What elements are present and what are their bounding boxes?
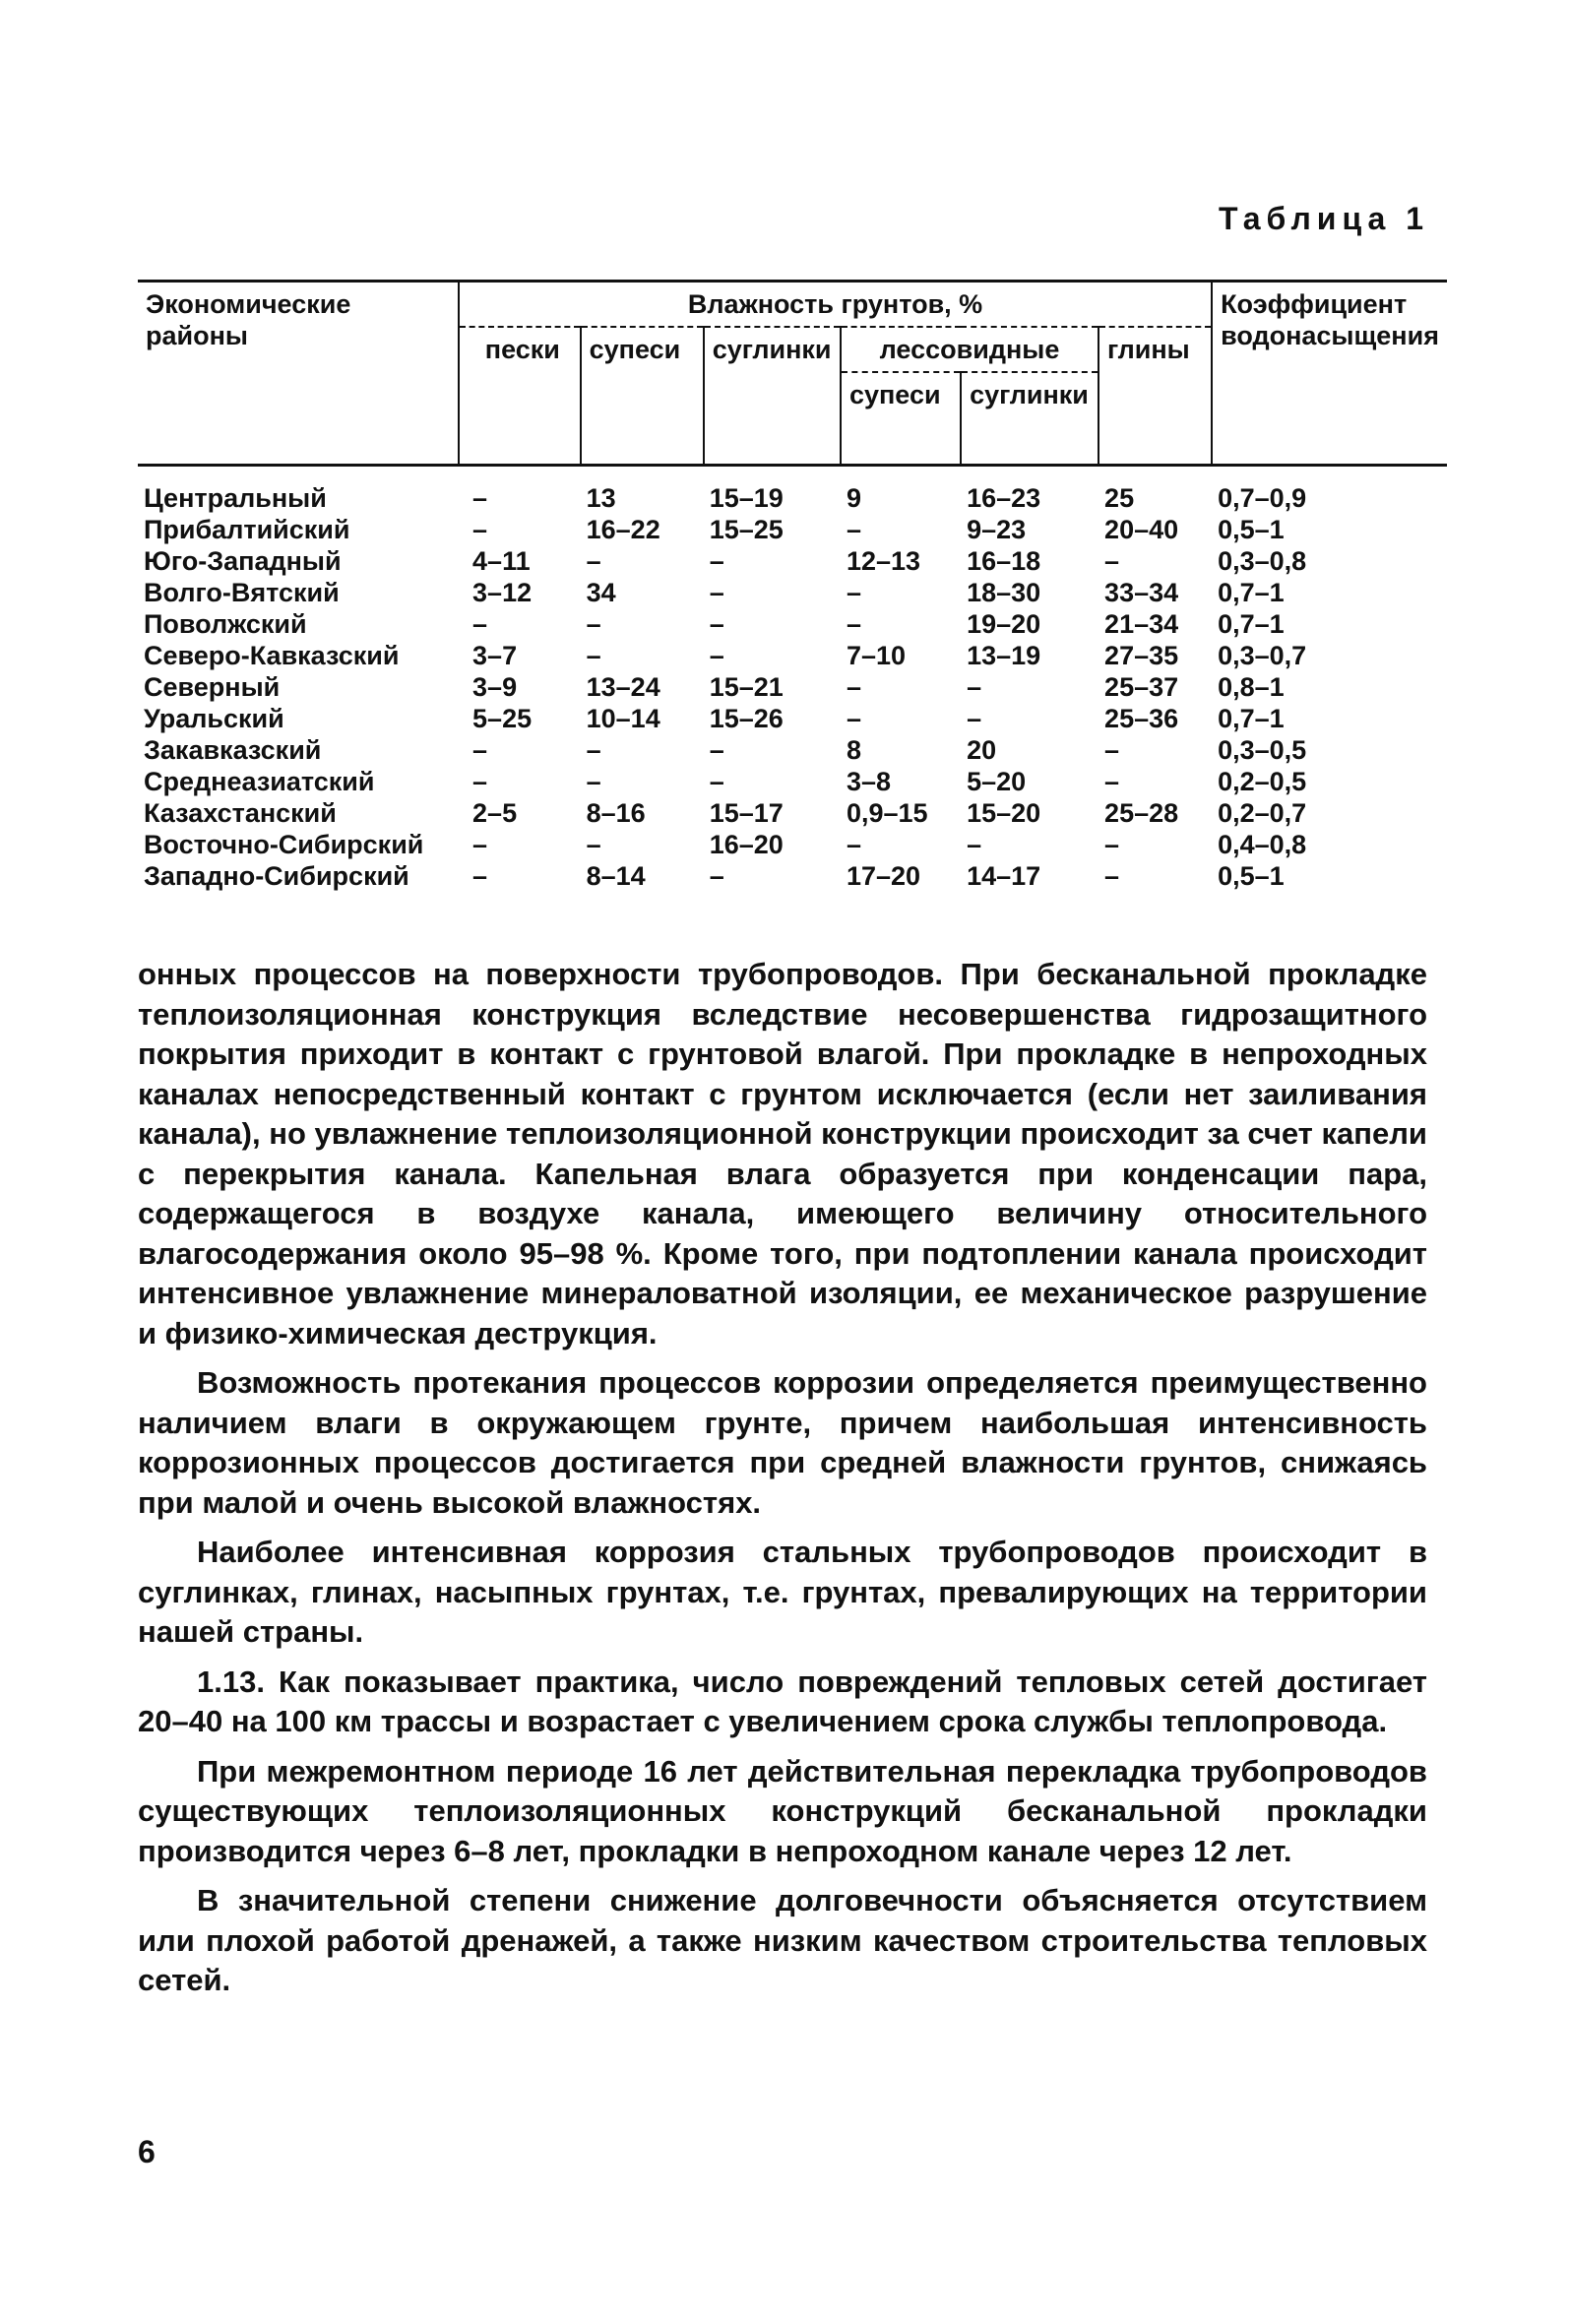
table-cell-sandy-loams: 8–14 bbox=[586, 861, 646, 891]
table-cell-coef: 0,3–0,5 bbox=[1218, 735, 1307, 765]
table-cell-loams: 15–17 bbox=[709, 798, 784, 828]
table-cell-clays: – bbox=[1104, 546, 1120, 576]
table-cell-sandy-loams: – bbox=[586, 609, 601, 639]
table-row bbox=[138, 829, 1447, 860]
table-cell-coef: 0,2–0,5 bbox=[1218, 767, 1307, 796]
moisture-table-container bbox=[138, 280, 1447, 892]
header-loess-sandy: супеси bbox=[841, 372, 961, 466]
table-cell-loess-sandy: 12–13 bbox=[846, 546, 921, 576]
table-cell-clays: – bbox=[1104, 861, 1120, 891]
header-coef: Коэффициент водонасыщения bbox=[1212, 282, 1447, 466]
table-cell-region: Среднеазиатский bbox=[144, 767, 375, 796]
table-cell-coef: 0,3–0,7 bbox=[1218, 641, 1307, 670]
table-cell-loess-sandy: – bbox=[846, 830, 861, 859]
table-row bbox=[138, 545, 1447, 577]
paragraph: Наиболее интенсивная коррозия стальных трубопроводов происходит в суглинках, глинах, насыпных грунтах, т.е. грунтах, превалирующих на территории нашей страны. bbox=[138, 1535, 1427, 1649]
table-cell-sandy-loams: – bbox=[586, 735, 601, 765]
table-cell-region: Восточно-Сибирский bbox=[144, 830, 424, 859]
table-cell-loess-sandy: 3–8 bbox=[846, 767, 891, 796]
table-cell-sands: 3–9 bbox=[472, 672, 518, 702]
table-cell-loess-sandy: – bbox=[846, 578, 861, 607]
table-cell-sandy-loams: 13 bbox=[586, 483, 616, 513]
table-cell-loams: – bbox=[709, 578, 724, 607]
table-row bbox=[138, 640, 1447, 671]
body-text bbox=[138, 955, 1427, 2011]
table-cell-loess-sandy: – bbox=[846, 609, 861, 639]
table-cell-loams: – bbox=[709, 609, 724, 639]
table-cell-clays: 25–37 bbox=[1104, 672, 1179, 702]
table-cell-clays: 25 bbox=[1104, 483, 1135, 513]
header-region: Экономические районы bbox=[138, 282, 459, 466]
table-cell-clays: 25–28 bbox=[1104, 798, 1179, 828]
table-cell-clays: – bbox=[1104, 830, 1120, 859]
table-cell-sands: – bbox=[472, 830, 488, 859]
header-loess-loams: суглинки bbox=[961, 372, 1098, 466]
table-row bbox=[138, 734, 1447, 766]
table-row bbox=[138, 766, 1447, 797]
table-cell-clays: 27–35 bbox=[1104, 641, 1179, 670]
table-cell-loess-loams: 20 bbox=[967, 735, 997, 765]
table-cell-coef: 0,8–1 bbox=[1218, 672, 1285, 702]
table-row bbox=[138, 608, 1447, 640]
table-cell-clays: – bbox=[1104, 767, 1120, 796]
table-cell-sandy-loams: 10–14 bbox=[586, 704, 660, 733]
table-cell-loess-loams: – bbox=[967, 704, 982, 733]
table-cell-sandy-loams: 16–22 bbox=[586, 515, 660, 544]
table-cell-coef: 0,5–1 bbox=[1218, 861, 1285, 891]
table-cell-loess-sandy: 0,9–15 bbox=[846, 798, 928, 828]
table-cell-loess-loams: 19–20 bbox=[967, 609, 1041, 639]
header-sandy-loams: супеси bbox=[581, 327, 704, 466]
paragraph: Возможность протекания процессов коррозии определяется преимущественно наличием влаги в окружающем грунте, причем наибольшая интенсивность коррозионных процессов достигается при средней влажности грунтов, снижаясь при малой и очень высокой влажностях. bbox=[138, 1365, 1427, 1520]
table-cell-loess-sandy: – bbox=[846, 672, 861, 702]
table-cell-coef: 0,3–0,8 bbox=[1218, 546, 1307, 576]
table-row bbox=[138, 514, 1447, 545]
table-cell-coef: 0,4–0,8 bbox=[1218, 830, 1307, 859]
table-cell-sandy-loams: – bbox=[586, 830, 601, 859]
table-cell-sands: 2–5 bbox=[472, 798, 518, 828]
paragraph: 1.13. Как показывает практика, число повреждений тепловых сетей достигает 20–40 на 100 км трассы и возрастает с увеличением срока службы теплопровода. bbox=[138, 1664, 1427, 1738]
table-cell-loams: – bbox=[709, 641, 724, 670]
table-cell-region: Уральский bbox=[144, 704, 284, 733]
table-cell-sands: – bbox=[472, 735, 488, 765]
table-cell-loess-loams: 18–30 bbox=[967, 578, 1041, 607]
page-number: 6 bbox=[138, 2134, 156, 2169]
table-cell-region: Северный bbox=[144, 672, 281, 702]
table-cell-clays: 33–34 bbox=[1104, 578, 1179, 607]
table-cell-sandy-loams: 8–16 bbox=[586, 798, 646, 828]
table-cell-region: Западно-Сибирский bbox=[144, 861, 409, 891]
header-sands: пески bbox=[459, 327, 581, 466]
table-cell-clays: 20–40 bbox=[1104, 515, 1179, 544]
table-row bbox=[138, 860, 1447, 892]
header-clays: глины bbox=[1098, 327, 1212, 466]
table-cell-region: Центральный bbox=[144, 483, 327, 513]
table-cell-loess-loams: – bbox=[967, 672, 982, 702]
table-cell-sandy-loams: – bbox=[586, 767, 601, 796]
table-cell-loess-loams: 16–18 bbox=[967, 546, 1041, 576]
table-cell-coef: 0,7–1 bbox=[1218, 609, 1285, 639]
table-cell-loess-loams: 15–20 bbox=[967, 798, 1041, 828]
table-cell-sands: – bbox=[472, 609, 488, 639]
table-cell-loams: – bbox=[709, 735, 724, 765]
table-cell-clays: 25–36 bbox=[1104, 704, 1179, 733]
table-cell-sandy-loams: 34 bbox=[586, 578, 616, 607]
table-cell-loams: 15–25 bbox=[709, 515, 784, 544]
table-cell-region: Волго-Вятский bbox=[144, 578, 340, 607]
table-cell-coef: 0,5–1 bbox=[1218, 515, 1285, 544]
table-cell-loams: 15–19 bbox=[709, 483, 784, 513]
table-cell-loess-loams: 14–17 bbox=[967, 861, 1041, 891]
table-cell-loess-sandy: 17–20 bbox=[846, 861, 921, 891]
paragraph: В значительной степени снижение долговечности объясняется отсутствием или плохой работой дренажей, а также низким качеством строительства тепловых сетей. bbox=[138, 1883, 1427, 1997]
table-cell-coef: 0,2–0,7 bbox=[1218, 798, 1307, 828]
table-row bbox=[138, 577, 1447, 608]
table-cell-sands: – bbox=[472, 483, 488, 513]
table-body bbox=[138, 466, 1447, 893]
table-cell-region: Поволжский bbox=[144, 609, 307, 639]
table-cell-loams: 16–20 bbox=[709, 830, 784, 859]
table-cell-clays: 21–34 bbox=[1104, 609, 1179, 639]
table-cell-region: Казахстанский bbox=[144, 798, 337, 828]
table-cell-sandy-loams: 13–24 bbox=[586, 672, 660, 702]
table-cell-loess-sandy: – bbox=[846, 704, 861, 733]
table-cell-loess-sandy: 7–10 bbox=[846, 641, 907, 670]
table-cell-region: Закавказский bbox=[144, 735, 322, 765]
table-cell-region: Северо-Кавказский bbox=[144, 641, 400, 670]
table-cell-sandy-loams: – bbox=[586, 641, 601, 670]
table-cell-loess-sandy: 8 bbox=[846, 735, 861, 765]
table-cell-coef: 0,7–1 bbox=[1218, 578, 1285, 607]
table-cell-region: Юго-Западный bbox=[144, 546, 342, 576]
table-row bbox=[138, 466, 1447, 515]
table-cell-loess-sandy: 9 bbox=[846, 483, 861, 513]
table-cell-loess-loams: 16–23 bbox=[967, 483, 1041, 513]
table-row bbox=[138, 703, 1447, 734]
table-cell-loams: 15–21 bbox=[709, 672, 784, 702]
table-cell-sands: – bbox=[472, 767, 488, 796]
header-moisture: Влажность грунтов, % bbox=[459, 282, 1212, 328]
table-cell-loams: – bbox=[709, 767, 724, 796]
table-cell-sands: 3–7 bbox=[472, 641, 518, 670]
header-loams: суглинки bbox=[704, 327, 841, 466]
table-cell-coef: 0,7–1 bbox=[1218, 704, 1285, 733]
header-loess: лессовидные bbox=[841, 327, 1098, 372]
table-cell-coef: 0,7–0,9 bbox=[1218, 483, 1307, 513]
table-row bbox=[138, 671, 1447, 703]
table-cell-sands: 5–25 bbox=[472, 704, 533, 733]
moisture-table bbox=[138, 280, 1447, 892]
table-cell-loess-loams: 13–19 bbox=[967, 641, 1041, 670]
table-cell-sands: 4–11 bbox=[472, 546, 531, 576]
table-cell-region: Прибалтийский bbox=[144, 515, 350, 544]
table-cell-loess-loams: 9–23 bbox=[967, 515, 1027, 544]
table-cell-loams: – bbox=[709, 861, 724, 891]
table-cell-loess-loams: – bbox=[967, 830, 982, 859]
table-cell-sands: 3–12 bbox=[472, 578, 533, 607]
table-cell-clays: – bbox=[1104, 735, 1120, 765]
table-caption: Таблица 1 bbox=[1218, 201, 1429, 236]
table-cell-sands: – bbox=[472, 861, 488, 891]
table-row bbox=[138, 797, 1447, 829]
table-cell-loams: 15–26 bbox=[709, 704, 784, 733]
table-cell-loams: – bbox=[709, 546, 724, 576]
table-cell-loess-sandy: – bbox=[846, 515, 861, 544]
paragraph: При межремонтном периоде 16 лет действительная перекладка трубопроводов существующих теплоизоляционных конструкций бесканальной прокладки производится через 6–8 лет, прокладки в непроходном канале через 12 лет. bbox=[138, 1753, 1427, 1868]
paragraph: онных процессов на поверхности трубопроводов. При бесканальной прокладке теплоизоляционная конструкция вследствие несовершенства гидрозащитного покрытия приходит в контакт с грунтовой влагой. При прокладке в непроходных каналах непосредственный контакт с грунтом исключается (если нет заиливания канала), но увлажнение теплоизоляционной конструкции происходит за счет капели с перекрытия канала. Капельная влага образуется при конденсации пара, содержащегося в воздухе канала, имеющего величину относительного влагосодержания около 95–98 %. Кроме того, при подтоплении канала происходит интенсивное увлажнение минераловатной изоляции, ее механическое разрушение и физико-химическая деструкция. bbox=[138, 957, 1427, 1350]
table-cell-sandy-loams: – bbox=[586, 546, 601, 576]
table-cell-sands: – bbox=[472, 515, 488, 544]
table-cell-loess-loams: 5–20 bbox=[967, 767, 1027, 796]
